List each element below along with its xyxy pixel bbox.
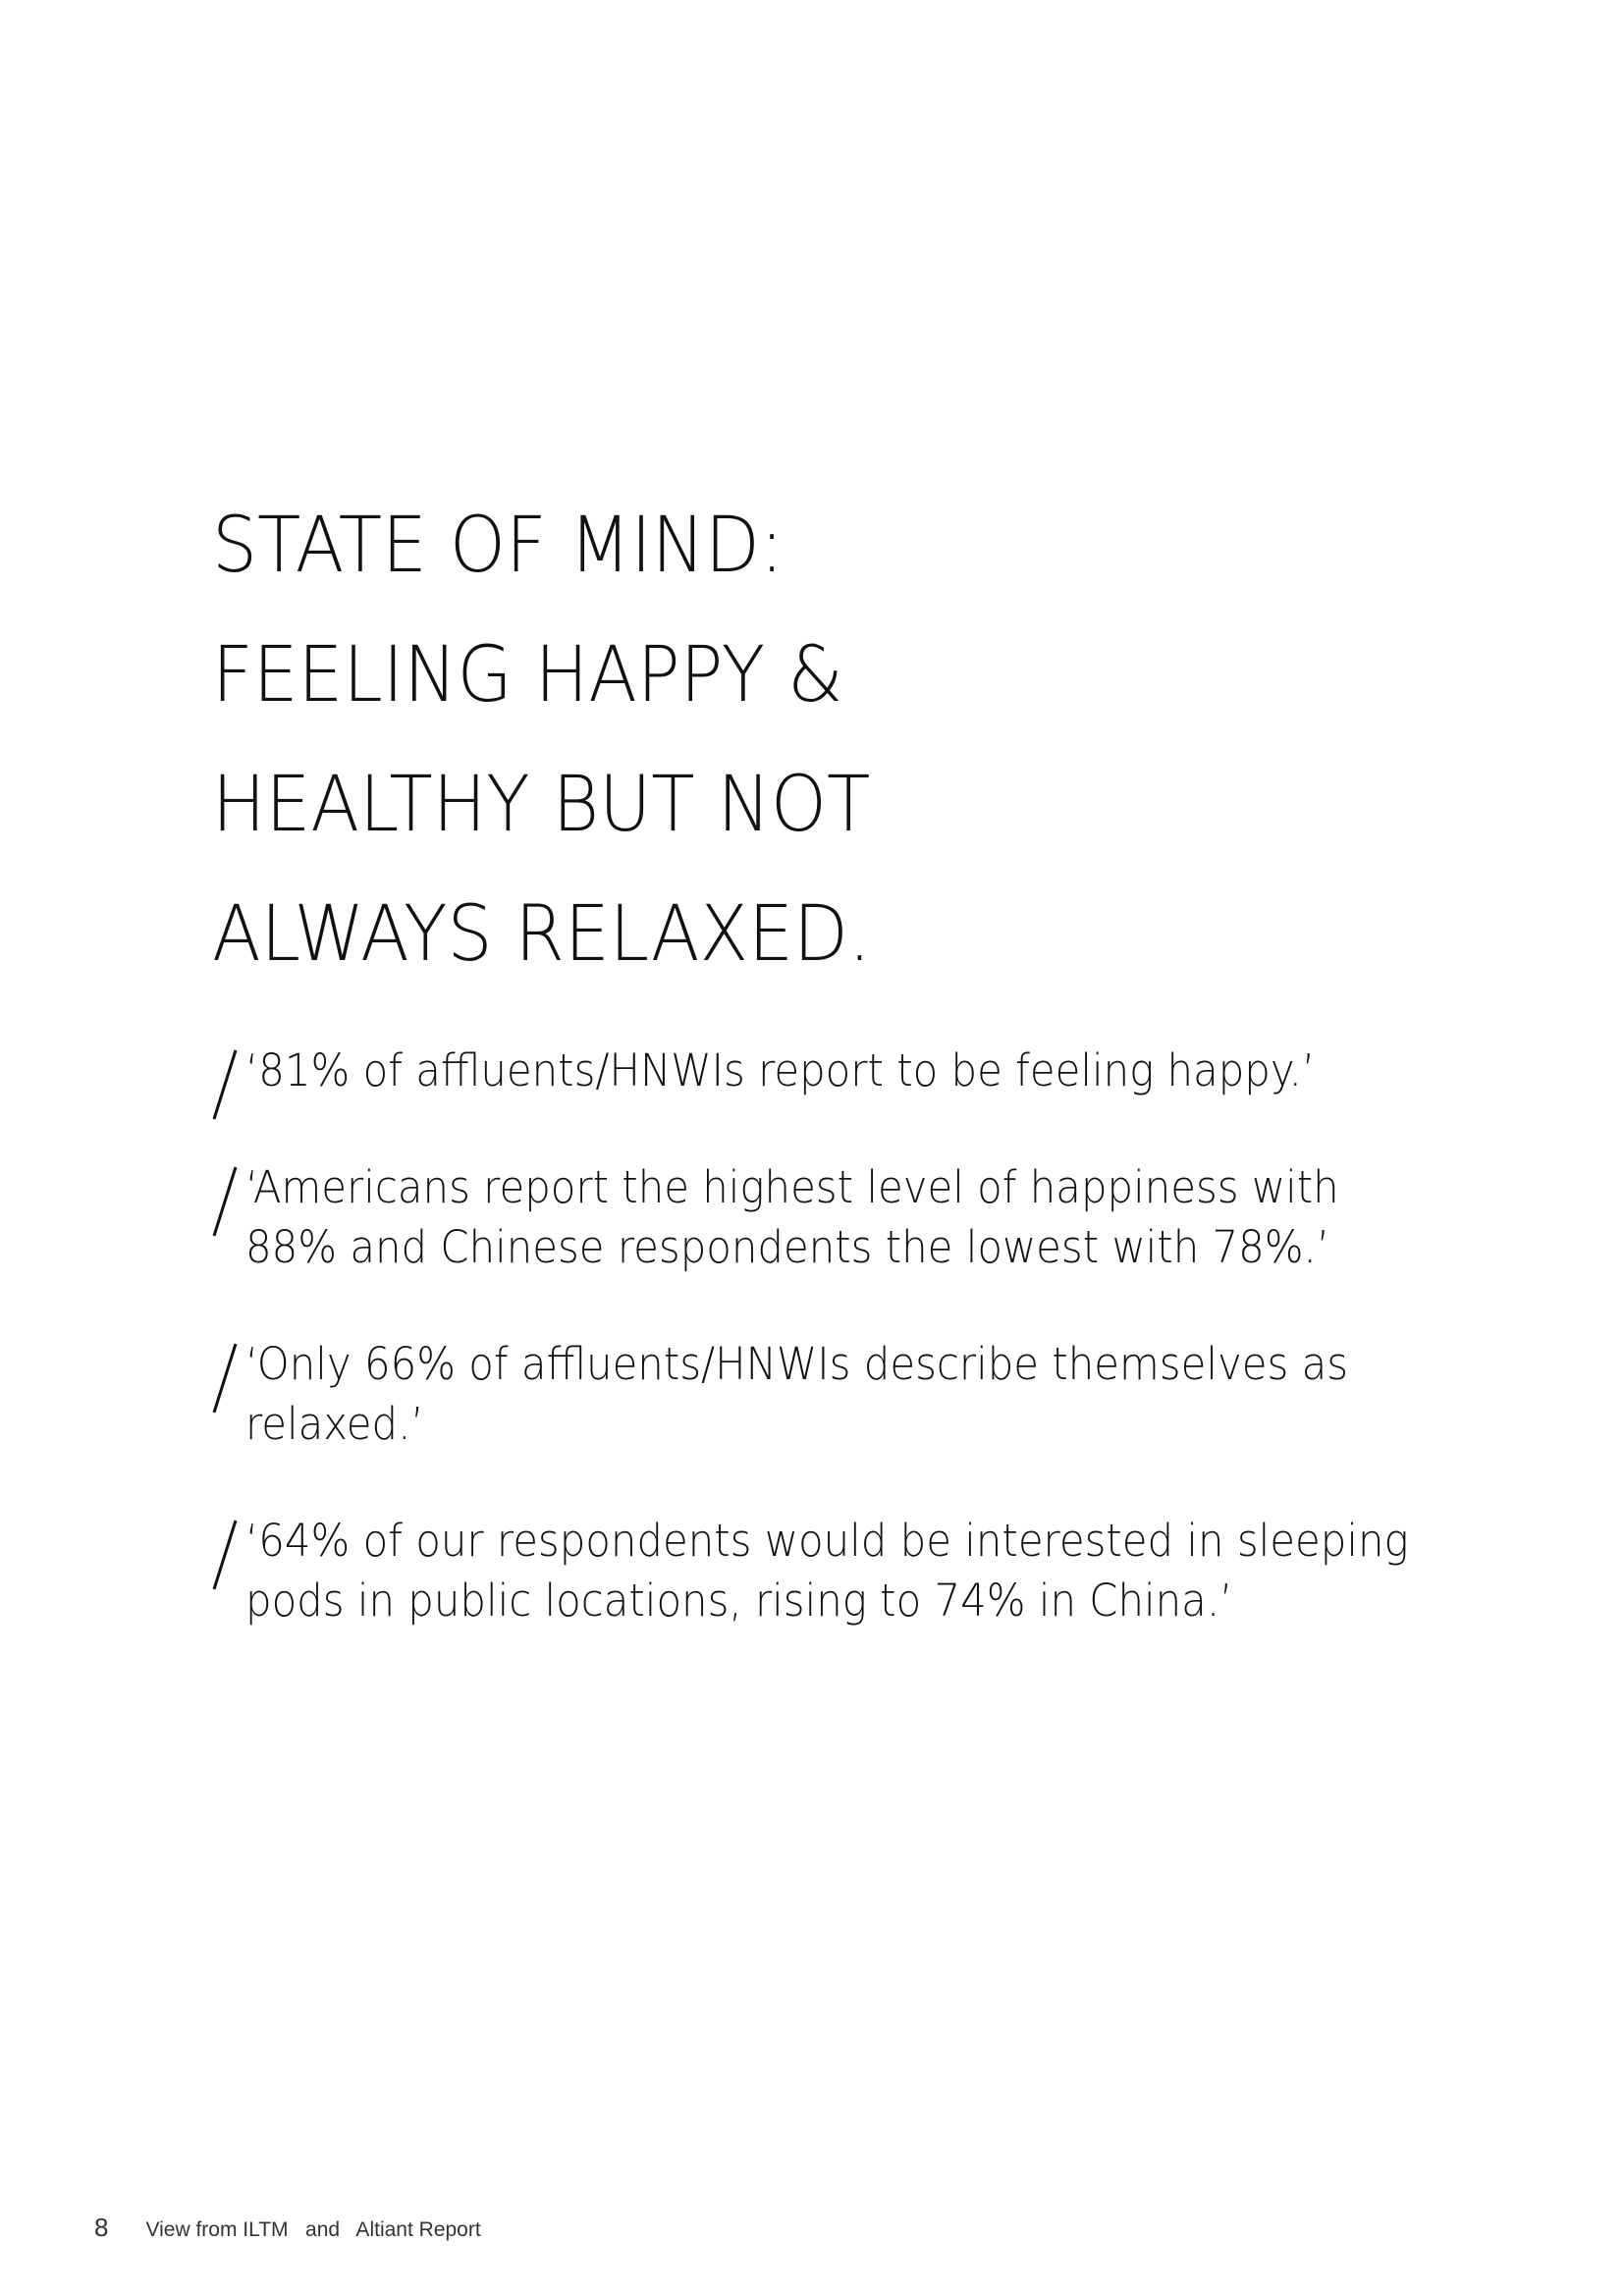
stat-item [206, 1157, 1522, 1277]
page-headline [212, 481, 1489, 999]
stat-text-line: relaxed.’ [245, 1398, 424, 1450]
stat-item [206, 1511, 1522, 1630]
stat-item [206, 1041, 1522, 1100]
stat-text-line: ‘Only 66% of affluents/HNWIs describe themselves as [245, 1338, 1349, 1390]
stat-item [206, 1334, 1522, 1454]
headline-line: STATE OF MIND: [212, 502, 785, 590]
slash-icon [206, 1340, 245, 1418]
slash-icon [206, 1163, 245, 1242]
stat-text-line: ‘Americans report the highest level of happiness with [245, 1161, 1339, 1213]
stat-text-line: 88% and Chinese respondents the lowest with 78%.’ [245, 1221, 1330, 1273]
headline-line: HEALTHY BUT NOT [212, 761, 871, 849]
stat-text-line: ‘81% of affluents/HNWIs report to be feeling happy.’ [245, 1044, 1316, 1096]
page-number: 8 [94, 2213, 109, 2242]
stat-text-line: ‘64% of our respondents would be interested in sleeping [245, 1515, 1409, 1567]
slash-icon [206, 1517, 245, 1595]
headline-line: ALWAYS RELAXED. [212, 890, 871, 979]
slash-icon [206, 1046, 245, 1125]
headline-line: FEELING HAPPY & [212, 631, 843, 720]
page-footer [94, 2213, 481, 2243]
stats-list [206, 1041, 1522, 1687]
footer-text: View from ILTM and Altiant Report [145, 2218, 481, 2241]
stat-text-line: pods in public locations, rising to 74% in China.’ [245, 1575, 1233, 1627]
